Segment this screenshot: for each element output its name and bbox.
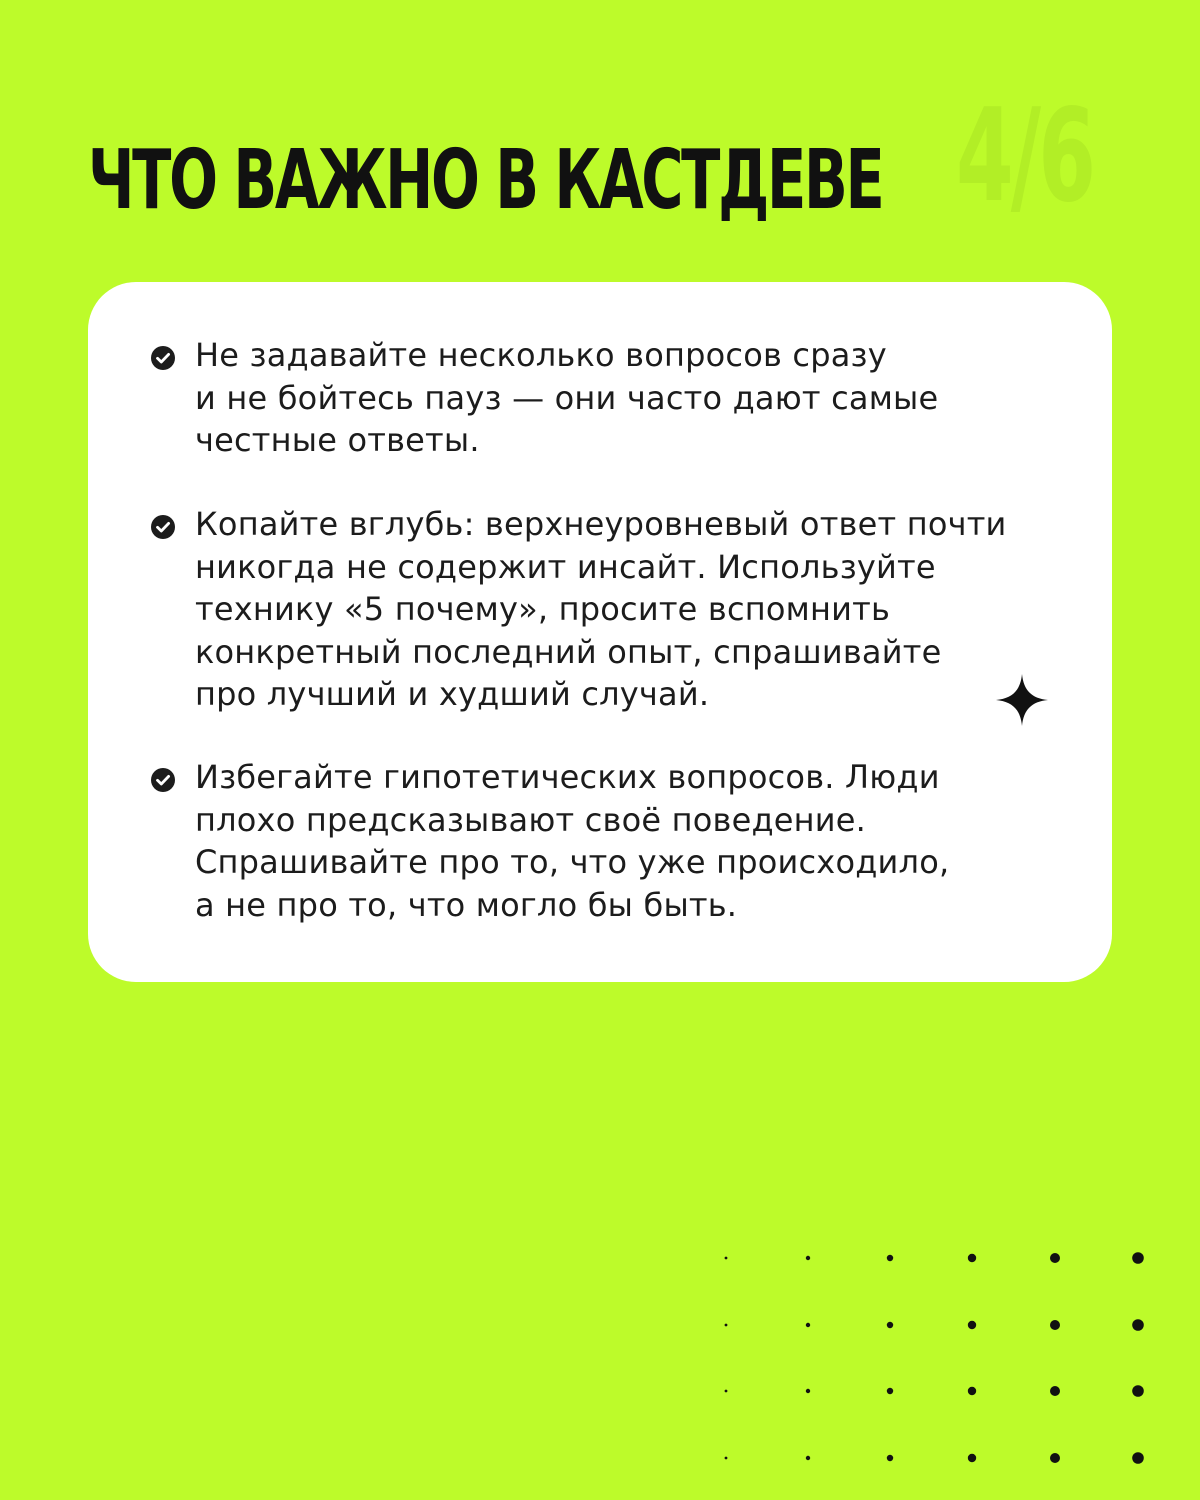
page-counter: 4/6 [956, 82, 1094, 231]
grid-dot [887, 1455, 893, 1461]
grid-dot [1050, 1320, 1060, 1330]
check-circle-icon [150, 767, 176, 793]
dot-grid [700, 1230, 1170, 1490]
grid-dot [725, 1390, 728, 1393]
grid-dot [725, 1324, 728, 1327]
tips-card [88, 282, 1112, 982]
page-title: ЧТО ВАЖНО В КАСТДЕВЕ [88, 133, 883, 228]
tip-text: Копайте вглубь: верхнеуровневый ответ почти никогда не содержит инсайт. Используйте технику «5 почему», просите вспомнить конкретный последний опыт, спрашивайте про лучший и худший случай. [195, 505, 1007, 713]
grid-dot [887, 1388, 893, 1394]
sparkle-icon [996, 674, 1048, 726]
grid-dot [1132, 1385, 1144, 1397]
grid-dot [1132, 1452, 1144, 1464]
grid-dot [968, 1454, 976, 1462]
grid-dot [968, 1387, 976, 1395]
grid-dot [1132, 1319, 1144, 1331]
tip-text: Не задавайте несколько вопросов сразу и не бойтесь пауз — они часто дают самые честные ответы. [195, 336, 939, 459]
grid-dot [806, 1389, 810, 1393]
grid-dot [968, 1254, 976, 1262]
grid-dot [968, 1321, 976, 1329]
grid-dot [806, 1323, 810, 1327]
grid-dot [1050, 1453, 1060, 1463]
check-circle-icon [150, 345, 176, 371]
grid-dot [806, 1256, 810, 1260]
tip-text: Избегайте гипотетических вопросов. Люди плохо предсказывают своё поведение. Спрашивайте про то, что уже происходило, а не про то, что могло бы быть. [195, 758, 950, 924]
grid-dot [1050, 1253, 1060, 1263]
grid-dot [1132, 1252, 1144, 1264]
grid-dot [806, 1456, 810, 1460]
check-circle-icon [150, 514, 176, 540]
grid-dot [1050, 1386, 1060, 1396]
grid-dot [887, 1322, 893, 1328]
grid-dot [725, 1457, 728, 1460]
grid-dot [725, 1257, 728, 1260]
grid-dot [887, 1255, 893, 1261]
